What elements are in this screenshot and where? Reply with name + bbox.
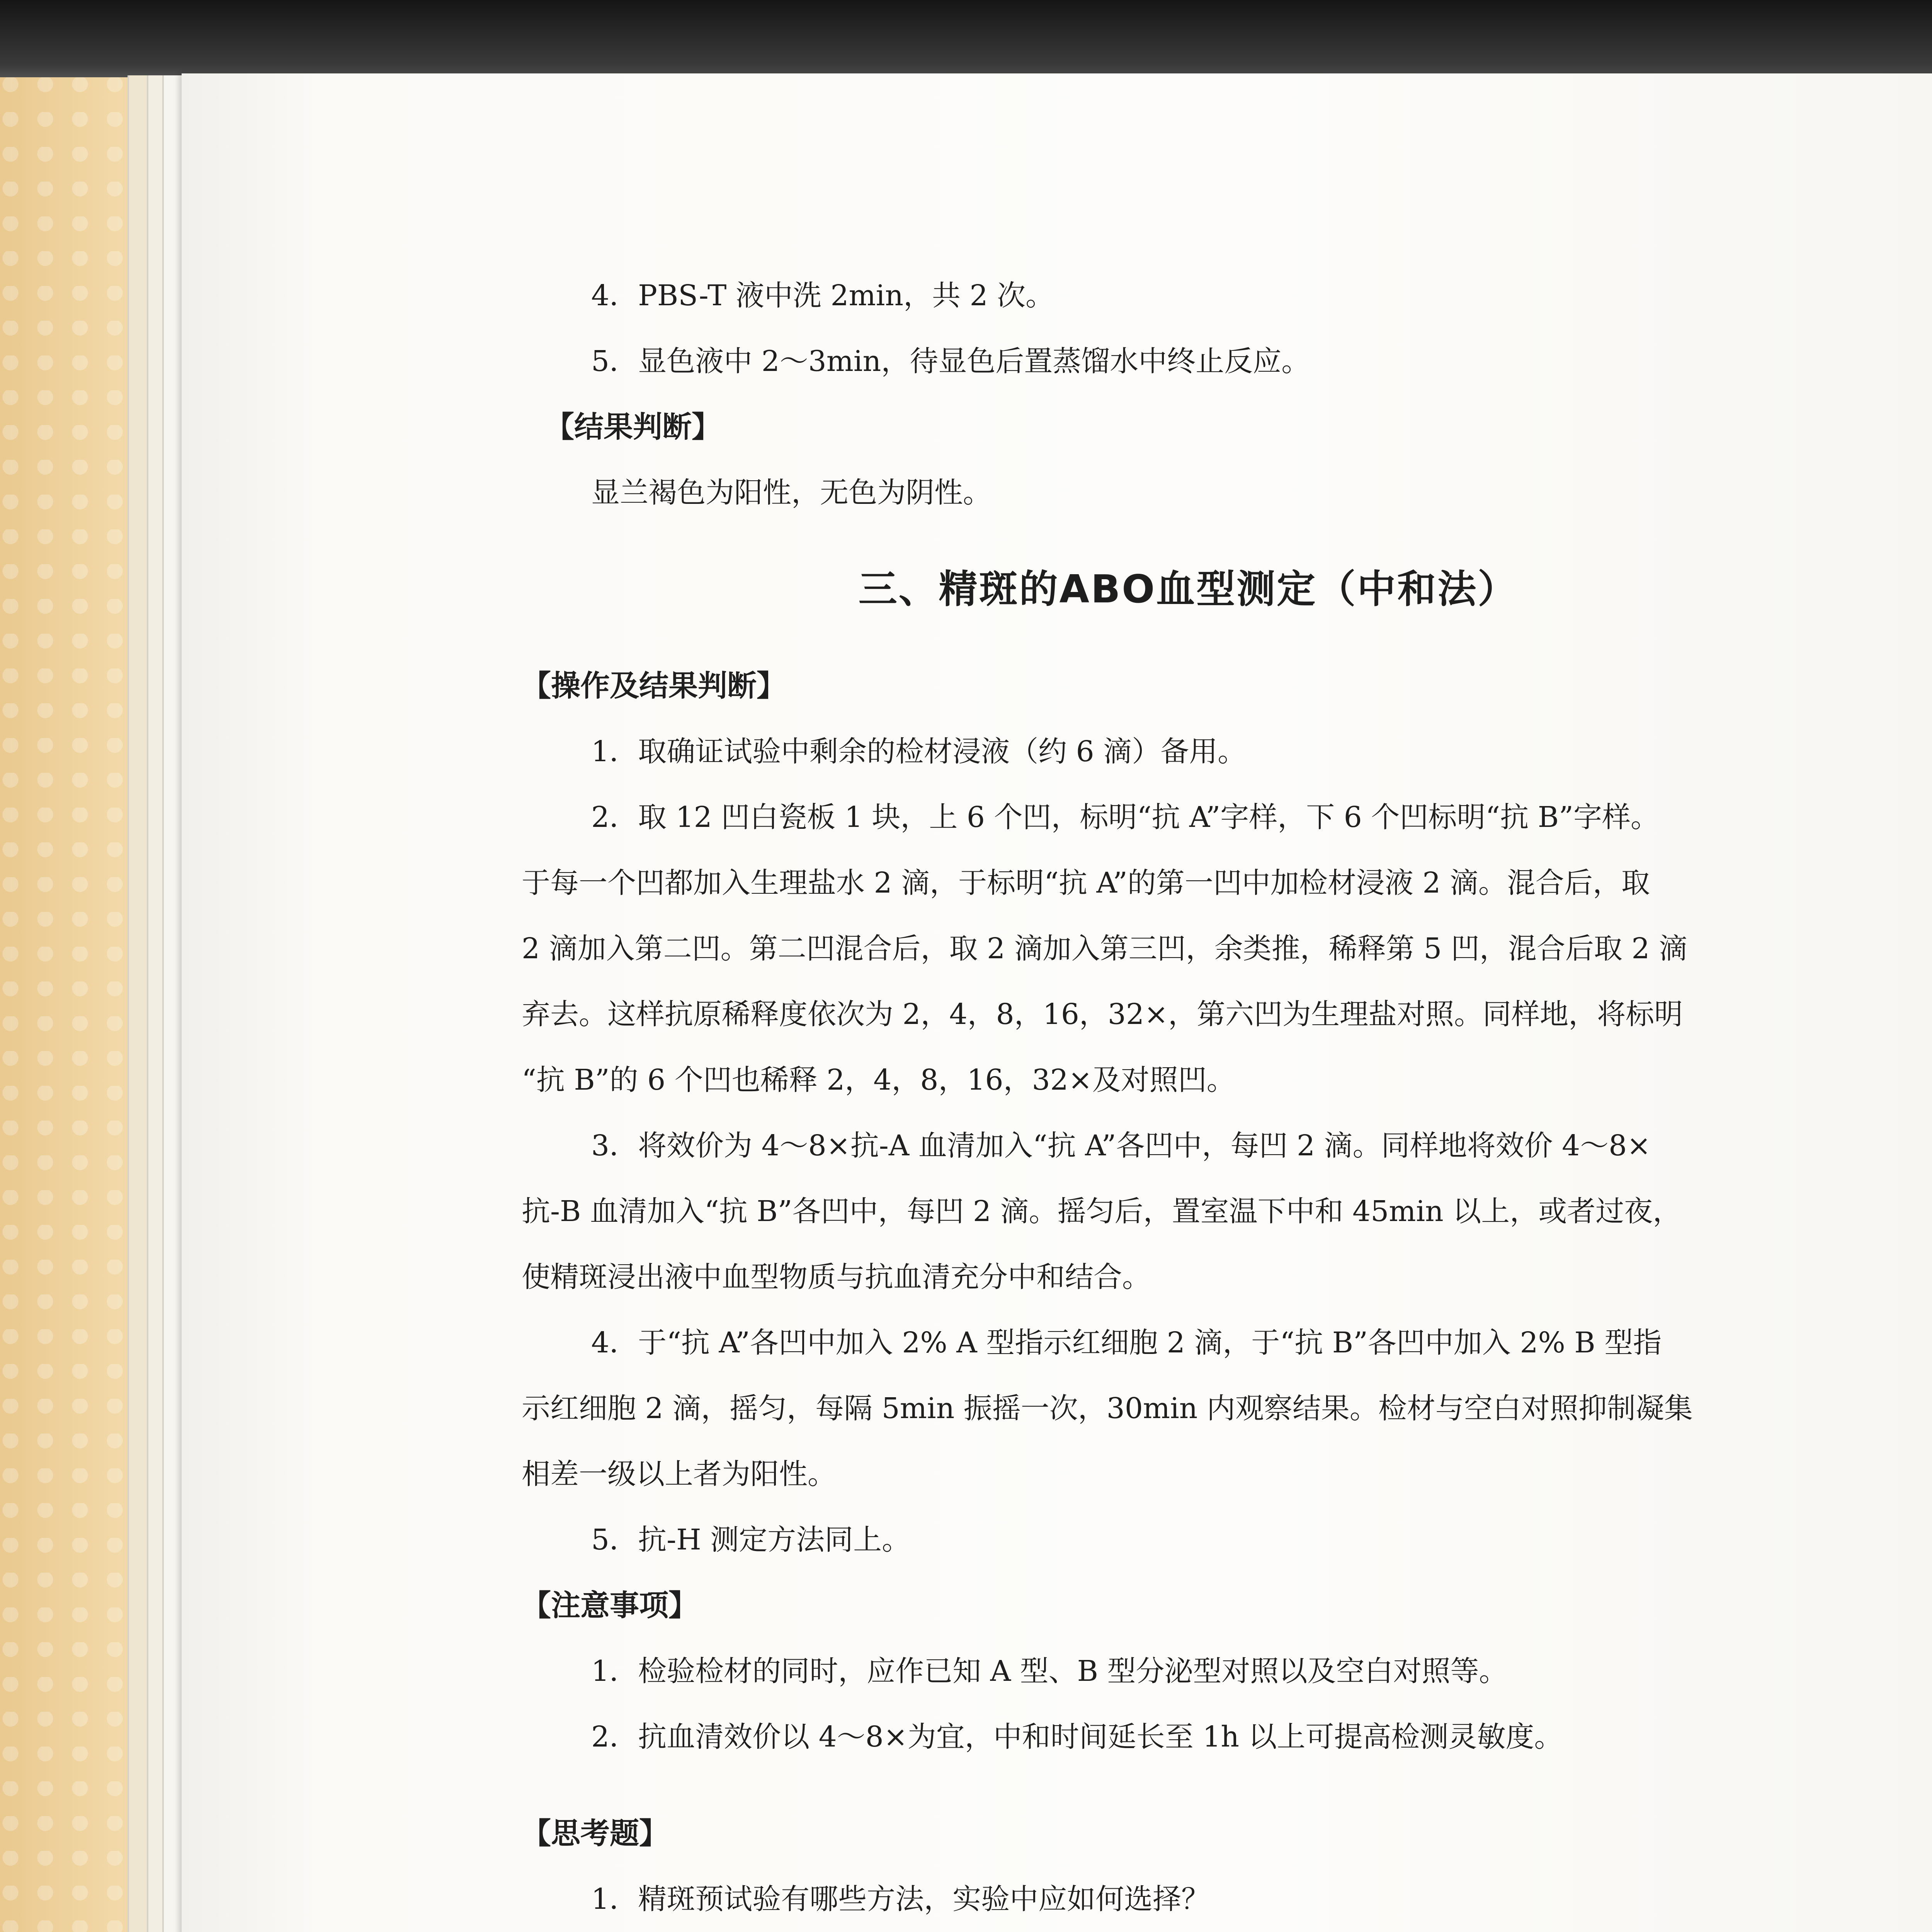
operation-step-4 bbox=[522, 1310, 1855, 1507]
page-content bbox=[522, 263, 1855, 1932]
operation-step-3 bbox=[522, 1113, 1855, 1310]
operation-step-1 bbox=[522, 719, 1855, 784]
operation-step-2 bbox=[522, 784, 1855, 1113]
paragraph-line: 4．于“抗 A”各凹中加入 2% A 型指示红细胞 2 滴，于“抗 B”各凹中加入 2% B 型指 bbox=[591, 1326, 1662, 1359]
paragraph-line: 1．取确证试验中剩余的检材浸液（约 6 滴）备用。 bbox=[591, 735, 1247, 768]
step-text: 5．显色液中 2～3min，待显色后置蒸馏水中终止反应。 bbox=[591, 345, 1310, 378]
page-title: 三、精斑的ABO血型测定（中和法） bbox=[858, 566, 1518, 612]
paragraph-line: 于每一个凹都加入生理盐水 2 滴，于标明“抗 A”的第一凹中加检材浸液 2 滴。混合后，取 bbox=[522, 866, 1650, 900]
paragraph-line: 2 滴加入第二凹。第二凹混合后，取 2 滴加入第三凹，余类推，稀释第 5 凹，混合后取 2 滴 bbox=[522, 932, 1687, 965]
step-text: 4．PBS-T 液中洗 2min，共 2 次。 bbox=[591, 279, 1054, 312]
operation-step-5 bbox=[522, 1507, 1855, 1573]
section-heading-operation: 【操作及结果判断】 bbox=[522, 668, 786, 703]
section-heading-notes: 【注意事项】 bbox=[522, 1588, 698, 1622]
paragraph-line: 弃去。这样抗原稀释度依次为 2，4，8，16，32×，第六凹为生理盐对照。同样地，将标明 bbox=[522, 998, 1683, 1031]
note-item: 2．抗血清效价以 4～8×为宜，中和时间延长至 1h 以上可提高检测灵敏度。 bbox=[591, 1720, 1563, 1753]
section-heading-result: 【结果判断】 bbox=[545, 410, 721, 444]
paragraph-line: 5．抗-H 测定方法同上。 bbox=[591, 1523, 911, 1556]
paragraph-line: 相差一级以上者为阳性。 bbox=[522, 1458, 836, 1491]
paragraph-line: 2．取 12 凹白瓷板 1 块，上 6 个凹，标明“抗 A”字样，下 6 个凹标明“抗 B”字样。 bbox=[591, 801, 1659, 834]
paragraph-line: 3．将效价为 4～8×抗-A 血清加入“抗 A”各凹中，每凹 2 滴。同样地将效价 4～8× bbox=[591, 1129, 1651, 1162]
result-text: 显兰褐色为阳性，无色为阴性。 bbox=[591, 476, 992, 509]
paragraph-line: 使精斑浸出液中血型物质与抗血清充分中和结合。 bbox=[522, 1260, 1151, 1294]
paragraph-line: “抗 B”的 6 个凹也稀释 2，4，8，16，32×及对照凹。 bbox=[522, 1063, 1235, 1097]
question-item: 1．精斑预试验有哪些方法，实验中应如何选择？ bbox=[591, 1883, 1210, 1916]
paragraph-line: 抗-B 血清加入“抗 B”各凹中，每凹 2 滴。摇匀后，置室温下中和 45min 以上，或者过夜， bbox=[522, 1195, 1682, 1228]
note-item: 1．检验检材的同时，应作已知 A 型、B 型分泌型对照以及空白对照等。 bbox=[591, 1655, 1508, 1688]
section-heading-questions: 【思考题】 bbox=[522, 1816, 668, 1850]
paragraph-line: 示红细胞 2 滴，摇匀，每隔 5min 振摇一次，30min 内观察结果。检材与空白对照抑制凝集 bbox=[522, 1392, 1693, 1425]
